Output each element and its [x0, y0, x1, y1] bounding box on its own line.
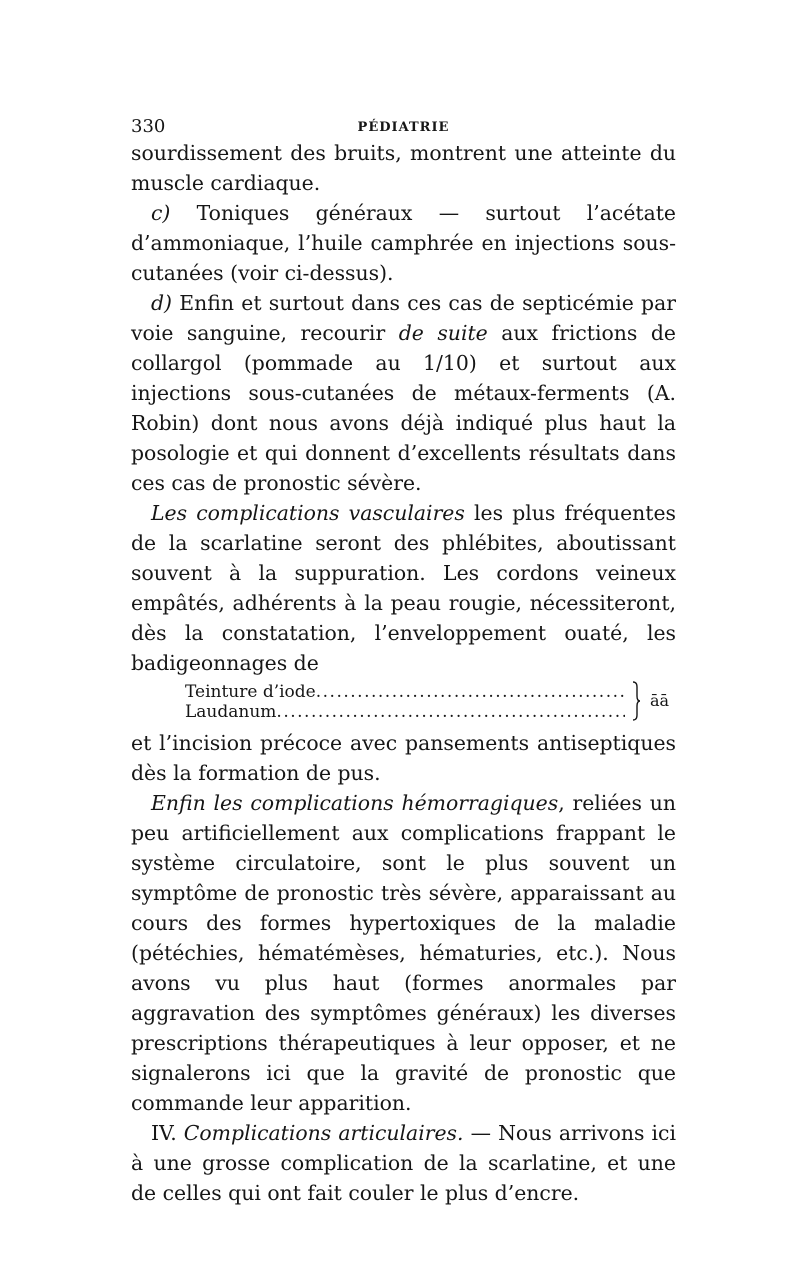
page [131, 108, 676, 1208]
dot-leader [316, 682, 625, 702]
paragraph-toniques [131, 198, 676, 288]
dot-leader [276, 702, 625, 722]
item-label: d) [151, 291, 173, 315]
paragraph-hemorragiques [131, 788, 676, 1118]
paragraph-articulaires [131, 1118, 676, 1208]
page-header [131, 108, 676, 138]
section-number: IV. [151, 1121, 177, 1145]
recipe-ingredient: Teinture d’iode [185, 682, 316, 702]
running-head: PÉDIATRIE [357, 120, 450, 135]
paragraph-text: Toniques généraux — surtout l’acétate d’ammoniaque, l’huile camphrée en injections sous-cutanées (voir ci-dessus). [131, 201, 676, 285]
paragraph-enfin [131, 288, 676, 498]
emphasis-text: de suite [398, 321, 488, 345]
paragraph-text: — Nous arrivons ici à une grosse complication de la scarlatine, et une de celles qui ont fait couler le plus d’encre. [131, 1121, 676, 1205]
paragraph-text: , reliées un peu artificiellement aux complications frappant le système circulatoire, sont le plus souvent un symptôme de pronostic très sévère, apparaissant au cours des formes hypertoxiques de la maladie (pétéchies, hématémèses, hématuries, etc.). Nous avons vu plus haut (formes anormales par aggravation des symptômes généraux) les diverses prescriptions thérapeutiques à leur opposer, et ne signalerons ici que la gravité de pronostic que commande leur apparition. [131, 791, 676, 1115]
paragraph-text: les plus fréquentes de la scarlatine seront des phlébites, aboutissant souvent à la suppuration. Les cordons veineux empâtés, adhérents à la peau rougie, nécessiteront, dès la constatation, l’enveloppement ouaté, les badigeonnages de [131, 501, 676, 675]
body-text [131, 138, 676, 1208]
recipe-row [185, 682, 625, 702]
recipe-dose: āā [650, 691, 670, 710]
paragraph-text: aux frictions de collargol (pommade au 1/10) et surtout aux injections sous-cutanées de métaux-ferments (A. Robin) dont nous avons déjà indiqué plus haut la posologie et qui donnent d’excellents résultats dans ces cas de pronostic sévère. [131, 321, 676, 495]
paragraph-text: Enfin et surtout dans ces cas de septicémie par voie sanguine, recourir [131, 291, 676, 345]
recipe-block [185, 682, 670, 722]
section-title: Complications articulaires. [183, 1121, 464, 1145]
page-number: 330 [131, 116, 166, 137]
curly-brace-icon [631, 681, 641, 721]
emphasis-text: Enfin les complications hémorragiques [151, 791, 559, 815]
item-label: c) [151, 201, 171, 225]
paragraph-continuation: sourdissement des bruits, montrent une atteinte du muscle cardiaque. [131, 141, 676, 195]
emphasis-text: Les complications vasculaires [151, 501, 465, 525]
paragraph-incision: et l’incision précoce avec pansements antiseptiques dès la formation de pus. [131, 731, 676, 785]
paragraph-vasculaires [131, 498, 676, 678]
recipe-row [185, 702, 625, 722]
recipe-ingredient: Laudanum [185, 702, 277, 722]
